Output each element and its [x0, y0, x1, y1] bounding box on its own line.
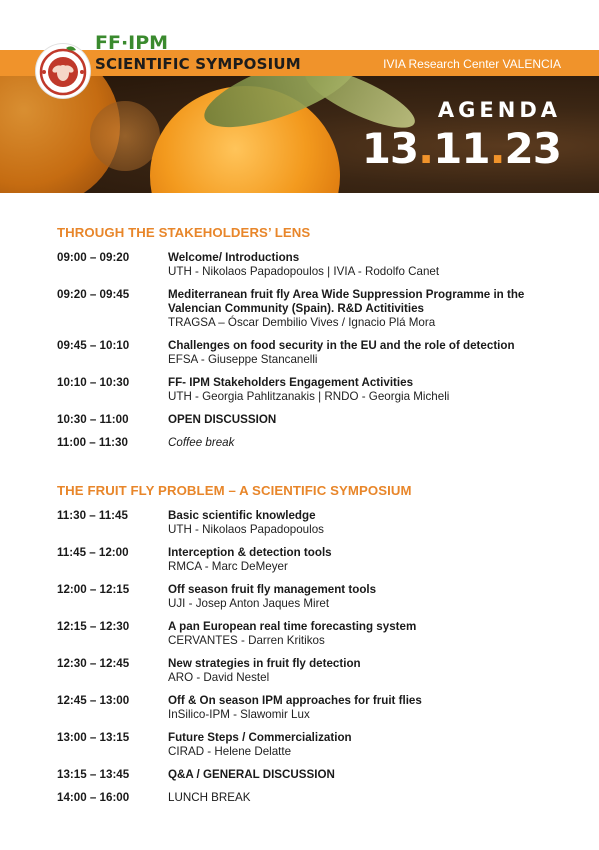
session-details — [168, 288, 577, 330]
session-title: Coffee break — [168, 436, 235, 449]
session-details — [168, 436, 577, 450]
session-speakers: UTH - Nikolaos Papadopoulos — [168, 523, 324, 536]
session-title: Interception & detection tools — [168, 546, 332, 559]
session-details — [168, 546, 577, 574]
session-time: 13:15 – 13:45 — [57, 768, 130, 781]
session-time: 12:45 – 13:00 — [57, 694, 130, 707]
session-speakers: UTH - Nikolaos Papadopoulos | IVIA - Rodolfo Canet — [168, 265, 440, 278]
session-title: Future Steps / Commercialization — [168, 731, 352, 744]
session-title: New strategies in fruit fly detection — [168, 657, 361, 670]
section-title: THE FRUIT FLY PROBLEM – A SCIENTIFIC SYMPOSIUM — [57, 483, 412, 498]
session-time: 12:00 – 12:15 — [57, 583, 130, 596]
session-title: LUNCH BREAK — [168, 791, 251, 804]
session-speakers: CERVANTES - Darren Kritikos — [168, 634, 325, 647]
session-speakers: UJI - Josep Anton Jaques Miret — [168, 597, 330, 610]
header — [0, 0, 599, 193]
agenda-row — [57, 731, 577, 759]
session-speakers: CIRAD - Helene Delatte — [168, 745, 292, 758]
agenda-heading: AGENDA — [437, 98, 561, 122]
session-title: Mediterranean fruit fly Area Wide Suppression Programme in the Valencian Community (Spain). R&D Actitivities — [168, 288, 525, 315]
session-speakers: UTH - Georgia Pahlitzanakis | RNDO - Georgia Micheli — [168, 390, 450, 403]
agenda-row — [57, 583, 577, 611]
section-spacer — [57, 459, 577, 483]
agenda-content — [57, 225, 577, 814]
section-title: THROUGH THE STAKEHOLDERS’ LENS — [57, 225, 311, 240]
session-title: FF- IPM Stakeholders Engagement Activities — [168, 376, 414, 389]
session-title: Welcome/ Introductions — [168, 251, 300, 264]
session-time: 09:45 – 10:10 — [57, 339, 130, 352]
session-speakers: EFSA - Giuseppe Stancanelli — [168, 353, 318, 366]
agenda-row — [57, 339, 577, 367]
session-time: 11:00 – 11:30 — [57, 436, 128, 449]
event-title: SCIENTIFIC SYMPOSIUM — [95, 55, 301, 73]
agenda-row — [57, 288, 577, 330]
agenda-row — [57, 413, 577, 427]
session-time: 11:30 – 11:45 — [57, 509, 128, 522]
session-speakers: ARO - David Nestel — [168, 671, 270, 684]
session-title: Challenges on food security in the EU and the role of detection — [168, 339, 515, 352]
session-details — [168, 657, 577, 685]
session-time: 12:15 – 12:30 — [57, 620, 130, 633]
agenda-row — [57, 251, 577, 279]
session-time: 14:00 – 16:00 — [57, 791, 130, 804]
agenda-row — [57, 791, 577, 805]
session-title: Q&A / GENERAL DISCUSSION — [168, 768, 335, 781]
event-date — [362, 124, 561, 173]
agenda-row — [57, 509, 577, 537]
event-location: IVIA Research Center VALENCIA — [383, 57, 561, 71]
session-details — [168, 731, 577, 759]
date-separator: . — [489, 124, 505, 173]
session-title: Basic scientific knowledge — [168, 509, 316, 522]
agenda-row — [57, 694, 577, 722]
session-details — [168, 376, 577, 404]
session-time: 12:30 – 12:45 — [57, 657, 130, 670]
date-separator: . — [418, 124, 434, 173]
session-time: 10:10 – 10:30 — [57, 376, 130, 389]
session-speakers: InSilico-IPM - Slawomir Lux — [168, 708, 310, 721]
session-time: 09:00 – 09:20 — [57, 251, 130, 264]
session-details — [168, 339, 577, 367]
agenda-row — [57, 657, 577, 685]
brand-name: FF·IPM — [95, 32, 169, 54]
session-details — [168, 413, 577, 427]
session-speakers: RMCA - Marc DeMeyer — [168, 560, 288, 573]
agenda-row — [57, 436, 577, 450]
agenda-row — [57, 768, 577, 782]
agenda-row — [57, 376, 577, 404]
session-details — [168, 791, 577, 805]
session-time: 09:20 – 09:45 — [57, 288, 130, 301]
session-details — [168, 583, 577, 611]
session-details — [168, 620, 577, 648]
session-time: 11:45 – 12:00 — [57, 546, 129, 559]
session-title: Off & On season IPM approaches for fruit flies — [168, 694, 422, 707]
date-month: 11 — [433, 124, 490, 173]
session-time: 13:00 – 13:15 — [57, 731, 130, 744]
session-title: Off season fruit fly management tools — [168, 583, 377, 596]
date-year: 23 — [504, 124, 561, 173]
session-details — [168, 251, 577, 279]
bokeh-highlight — [90, 101, 160, 171]
agenda-row — [57, 620, 577, 648]
session-speakers: TRAGSA – Óscar Dembilio Vives / Ignacio Plá Mora — [168, 316, 436, 329]
date-day: 13 — [361, 124, 419, 173]
ff-ipm-logo-icon — [36, 44, 90, 98]
session-title: A pan European real time forecasting system — [168, 620, 417, 633]
session-details — [168, 694, 577, 722]
agenda-row — [57, 546, 577, 574]
session-details — [168, 768, 577, 782]
session-title: OPEN DISCUSSION — [168, 413, 277, 426]
session-details — [168, 509, 577, 537]
session-time: 10:30 – 11:00 — [57, 413, 129, 426]
